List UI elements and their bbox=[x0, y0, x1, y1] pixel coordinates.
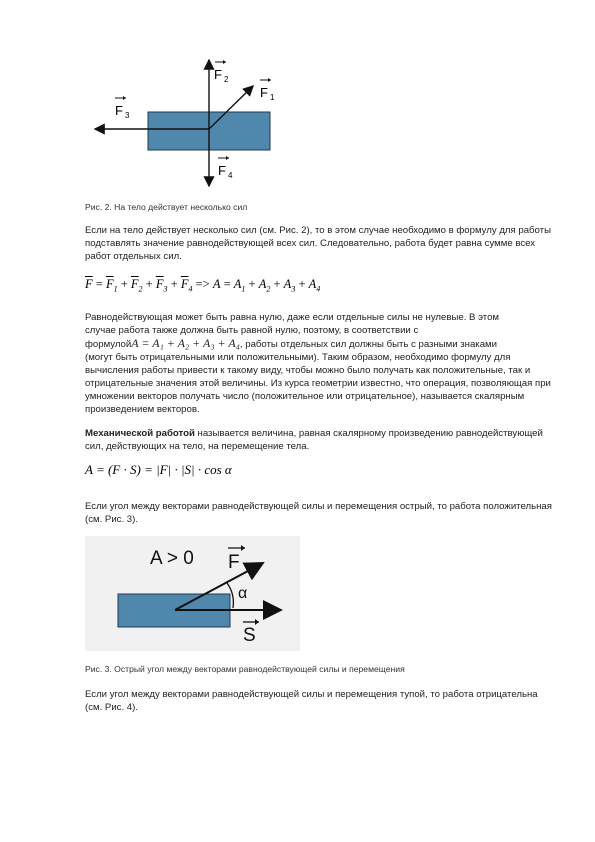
figure-2-caption: Рис. 2. На тело действует несколько сил bbox=[85, 202, 248, 212]
formula-work-definition: A = (F · S) = |F| · |S| · cos α bbox=[85, 462, 232, 477]
label-f2 bbox=[214, 60, 229, 84]
svg-text:S: S bbox=[243, 625, 256, 646]
inline-formula: A = A₁ + A₂ + A₃ + A₄ bbox=[131, 336, 240, 350]
term-mechanical-work: Механической работой bbox=[85, 428, 195, 439]
svg-text:3: 3 bbox=[125, 111, 130, 120]
svg-text:F: F bbox=[228, 552, 240, 573]
figure-3 bbox=[85, 536, 300, 651]
formula-resultant-work: $\overline{F} = \overline{F}_1 + \overline{F}_2 + \overline{F}_3 + \overline{F}_4 => A = A_1 + A_2 + A_3 + A_4$ bbox=[85, 277, 321, 294]
paragraph-4: Если угол между векторами равнодействующей силы и перемещения острый, то работа положительная (см. Рис. 3). bbox=[85, 501, 552, 525]
work-positive-condition: A > 0 bbox=[150, 548, 194, 569]
svg-text:F: F bbox=[218, 163, 226, 178]
figure-2 bbox=[85, 52, 295, 192]
svg-text:F: F bbox=[260, 85, 268, 100]
figure-3-caption: Рис. 3. Острый угол между векторами равнодействующей силы и перемещения bbox=[85, 664, 405, 674]
angle-alpha-label: α bbox=[238, 585, 248, 602]
svg-text:4: 4 bbox=[228, 171, 233, 180]
label-f1 bbox=[260, 78, 275, 102]
label-f4 bbox=[218, 156, 233, 180]
svg-text:F: F bbox=[115, 103, 123, 118]
svg-text:1: 1 bbox=[270, 93, 275, 102]
paragraph-3: Механической работой называется величина, равная скалярному произведению равнодействующей сил, действующих на тело, на перемещение тела. bbox=[85, 428, 543, 452]
paragraph-2: Равнодействующая может быть равна нулю, даже если отдельные силы не нулевые. В этом случае работа также должна быть равной нулю, поэтому, в соответствии с формулойA = A₁ + A₂ + A₃ + A₄, работы отдельных сил должны быть с разными знаками (могут быть отрицательными или положительными). Таким образом, необходимо формулу для вычисления работы привести к такому виду, чтобы можно было получать как положительные, так и отрицательные значения этой величины. Из курса геометрии известно, что операция, позволяющая при умножении векторов получать число (положительное или отрицательное), называется скалярным произведением векторов. bbox=[85, 312, 551, 415]
svg-text:2: 2 bbox=[224, 75, 229, 84]
paragraph-5: Если угол между векторами равнодействующей силы и перемещения тупой, то работа отрицательна (см. Рис. 4). bbox=[85, 689, 538, 713]
svg-text:F: F bbox=[214, 67, 222, 82]
label-f3 bbox=[115, 96, 130, 120]
paragraph-1: Если на тело действует несколько сил (см. Рис. 2), то в этом случае необходимо в формулу для работы подставлять значение равнодействующей всех сил. Следовательно, работа будет равна сумме всех работ отдельных сил. bbox=[85, 225, 551, 262]
